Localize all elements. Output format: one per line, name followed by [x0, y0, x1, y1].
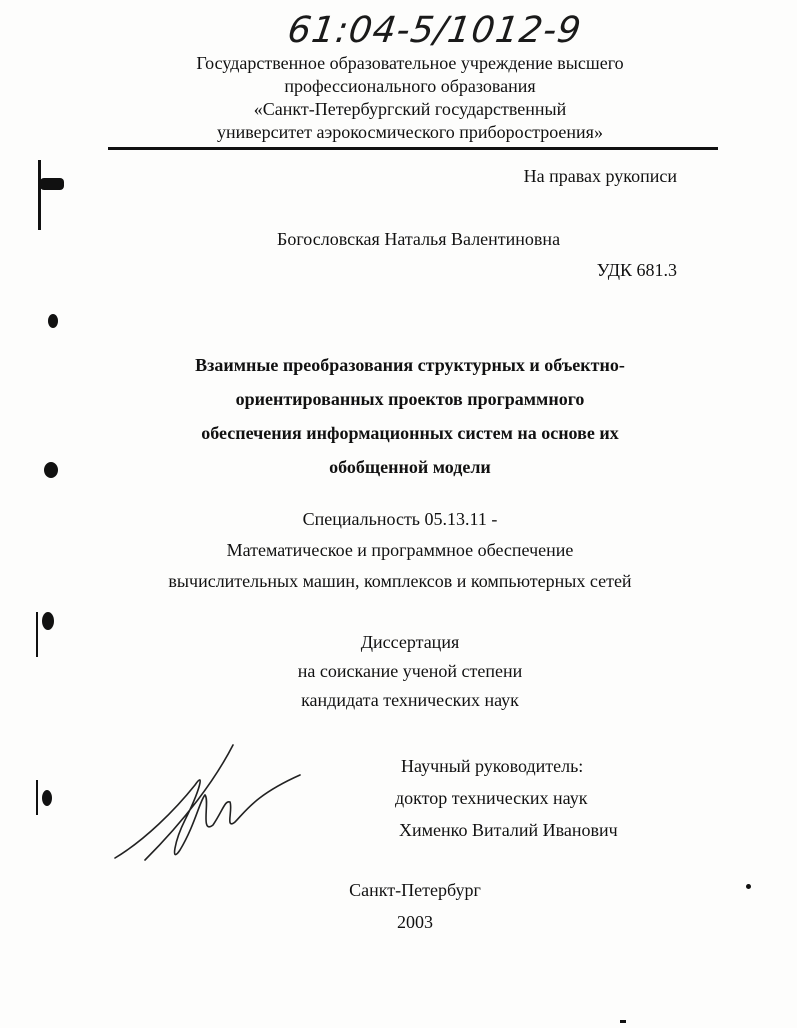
scan-artifact — [40, 178, 64, 190]
place-name: Санкт-Петербург — [349, 880, 481, 900]
scan-artifact — [36, 612, 38, 657]
organization-line: университет аэрокосмического приборостроения» — [217, 122, 603, 142]
scan-artifact — [36, 780, 38, 815]
specialty-line: вычислительных машин, комплексов и компьютерных сетей — [168, 571, 632, 591]
advisor-line: Хименко Виталий Иванович — [399, 820, 618, 840]
specialty-block — [100, 504, 700, 597]
udk-code: УДК 681.3 — [596, 260, 677, 280]
organization-line: профессионального образования — [284, 76, 536, 96]
place-year-block — [300, 874, 530, 938]
title-line: обеспечения информационных систем на основе их — [201, 423, 619, 443]
scan-artifact — [746, 884, 751, 889]
dissertation-line: Диссертация — [360, 632, 460, 652]
year: 2003 — [397, 912, 433, 932]
organization-header — [110, 52, 710, 144]
header-divider — [108, 147, 718, 150]
scan-artifact — [44, 462, 58, 478]
dissertation-block — [100, 628, 720, 715]
specialty-line: Специальность 05.13.11 - — [302, 509, 498, 529]
title-line: Взаимные преобразования структурных и объектно- — [195, 355, 625, 375]
dissertation-line: на соискание ученой степени — [297, 661, 523, 681]
scan-artifact — [620, 1020, 626, 1023]
signature-scribble — [105, 740, 315, 880]
scan-artifact — [38, 160, 41, 230]
organization-line: «Санкт-Петербургский государственный — [253, 99, 567, 119]
handwritten-archive-code: 61:04-5/1012-9 — [285, 10, 585, 51]
rights-note: На правах рукописи — [523, 166, 677, 186]
advisor-line: доктор технических наук — [395, 788, 588, 808]
scan-artifact — [48, 314, 58, 328]
scan-artifact — [42, 790, 52, 806]
specialty-line: Математическое и программное обеспечение — [226, 540, 574, 560]
title-line: ориентированных проектов программного — [235, 389, 585, 409]
title-line: обобщенной модели — [329, 457, 491, 477]
advisor-block — [395, 750, 618, 846]
author-name: Богословская Наталья Валентиновна — [277, 229, 561, 249]
dissertation-title — [100, 348, 720, 484]
organization-line: Государственное образовательное учреждение высшего — [196, 53, 624, 73]
advisor-line: Научный руководитель: — [401, 756, 584, 776]
dissertation-line: кандидата технических наук — [301, 690, 519, 710]
scan-artifact — [42, 612, 54, 630]
